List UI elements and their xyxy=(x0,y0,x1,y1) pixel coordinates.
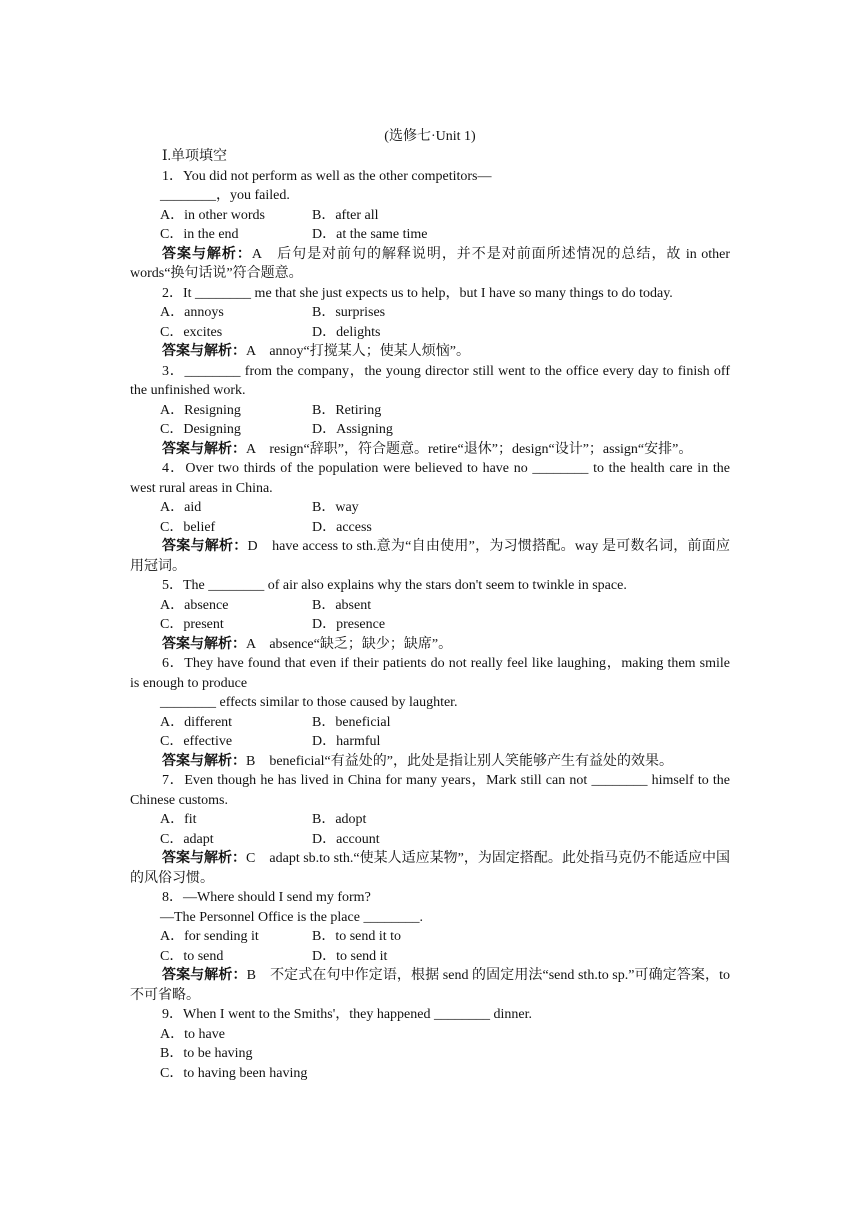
answer-option: B．absent xyxy=(312,597,372,613)
answer-option: C．in the end xyxy=(160,227,239,242)
answer-explanation xyxy=(130,752,730,772)
answer-option: A．for sending it xyxy=(160,929,259,944)
answer-option: A．Resigning xyxy=(160,402,241,418)
option-row xyxy=(130,518,730,538)
answer-explanation xyxy=(130,440,730,460)
answer-option: B．way xyxy=(312,500,359,515)
answer-option: B．to be having xyxy=(160,1046,253,1061)
option-row xyxy=(130,947,730,967)
answer-option: A．in other words xyxy=(160,207,265,223)
answer-explanation xyxy=(130,966,730,1005)
answer-text: A resign“辞职”，符合题意。retire“退休”；design“设计”；assign“安排”。 xyxy=(246,441,693,457)
answer-explanation xyxy=(130,245,730,284)
answer-label: 答案与解析： xyxy=(162,344,246,359)
answer-text: D have access to sth.意为“自由使用”，为习惯搭配。way 是可数名词，前面应用冠词。 xyxy=(130,539,730,574)
document-page xyxy=(130,127,730,1083)
question-stem-continued: ________，you failed. xyxy=(160,188,290,203)
question-stem: 8．—Where should I send my form? xyxy=(162,890,371,905)
answer-explanation xyxy=(130,342,730,362)
answer-label: 答案与解析： xyxy=(162,441,246,457)
answer-option: B．after all xyxy=(312,207,379,223)
answer-option: D．harmful xyxy=(312,734,381,749)
question-list xyxy=(130,167,730,1084)
answer-explanation xyxy=(130,849,730,888)
question-stem: 4．Over two thirds of the population were believed to have no ________ to the health care in the west rural areas in China. xyxy=(130,461,730,496)
option-row xyxy=(130,225,730,245)
answer-explanation xyxy=(130,635,730,655)
answer-option: D．access xyxy=(312,519,372,535)
answer-option: B．to send it to xyxy=(312,929,402,944)
option-row xyxy=(130,810,730,830)
answer-option: D．at the same time xyxy=(312,227,428,242)
question-stem: 5．The ________ of air also explains why the stars don't seem to twinkle in space. xyxy=(162,578,627,593)
answer-option: A．to have xyxy=(160,1026,225,1042)
option-row xyxy=(130,830,730,850)
option-row xyxy=(130,732,730,752)
answer-option: B．beneficial xyxy=(312,714,391,730)
question-stem: 1．You did not perform as well as the other competitors— xyxy=(162,168,492,184)
answer-option: C．to having been having xyxy=(160,1065,308,1081)
answer-label: 答案与解析： xyxy=(162,539,248,554)
answer-option: C．Designing xyxy=(160,422,241,437)
option-row xyxy=(130,420,730,440)
answer-option: D．Assigning xyxy=(312,422,393,437)
answer-option: C．belief xyxy=(160,519,216,535)
answer-option: C．present xyxy=(160,617,224,632)
answer-option: D．delights xyxy=(312,324,381,340)
page-title: (选修七·Unit 1) xyxy=(384,129,476,144)
answer-option: B．adopt xyxy=(312,812,367,827)
answer-option: A．fit xyxy=(160,812,197,827)
answer-option: B．surprises xyxy=(312,305,386,320)
question-stem-continued: —The Personnel Office is the place ________. xyxy=(160,909,423,925)
answer-label: 答案与解析： xyxy=(162,636,246,652)
answer-explanation xyxy=(130,537,730,576)
answer-option: C．excites xyxy=(160,324,223,340)
option-row xyxy=(130,927,730,947)
answer-option: C．effective xyxy=(160,734,233,749)
answer-text: C adapt sb.to sth.“使某人适应某物”，为固定搭配。此处指马克仍不能适应中国的风俗习惯。 xyxy=(130,851,731,886)
question-stem: 3．________ from the company，the young director still went to the office every day to finish off the unfinished work. xyxy=(130,363,730,398)
answer-option: D．to send it xyxy=(312,948,388,964)
answer-option: A．aid xyxy=(160,500,202,515)
answer-label: 答案与解析： xyxy=(162,246,252,262)
answer-option: C．adapt xyxy=(160,831,214,847)
answer-text: B 不定式在句中作定语，根据 send 的固定用法“send sth.to sp.”可确定答案，to 不可省略。 xyxy=(130,968,731,1003)
answer-text: B beneficial“有益处的”，此处是指让别人笑能够产生有益处的效果。 xyxy=(246,753,673,769)
question-stem: 9．When I went to the Smiths'，they happened ________ dinner. xyxy=(162,1007,532,1022)
answer-text: A absence“缺乏；缺少；缺席”。 xyxy=(246,636,453,652)
option-row xyxy=(130,206,730,226)
section-heading: Ⅰ.单项填空 xyxy=(162,149,228,164)
answer-option: B．Retiring xyxy=(312,402,382,418)
question-stem: 7．Even though he has lived in China for many years，Mark still can not ________ himself to the Chinese customs. xyxy=(130,773,730,808)
answer-text: A 后句是对前句的解释说明，并不是对前面所述情况的总结，故 in other words“换句话说”符合题意。 xyxy=(130,246,730,281)
option-row xyxy=(130,596,730,616)
question-stem-continued: ________ effects similar to those caused by laughter. xyxy=(160,695,458,710)
question-stem: 6．They have found that even if their patients do not really feel like laughing，making them smile is enough to produce xyxy=(130,656,730,691)
answer-option: A．absence xyxy=(160,597,229,613)
question-stem: 2．It ________ me that she just expects us to help，but I have so many things to do today. xyxy=(162,285,673,301)
option-row xyxy=(130,713,730,733)
option-row xyxy=(130,401,730,421)
answer-option: A．different xyxy=(160,714,233,730)
answer-label: 答案与解析： xyxy=(162,753,246,769)
option-row xyxy=(130,303,730,323)
option-row xyxy=(130,498,730,518)
option-row xyxy=(130,323,730,343)
answer-option: C．to send xyxy=(160,948,224,964)
answer-option: D．account xyxy=(312,831,380,847)
answer-text: A annoy“打搅某人；使某人烦恼”。 xyxy=(246,344,470,359)
answer-option: A．annoys xyxy=(160,305,224,320)
answer-option: D．presence xyxy=(312,617,386,632)
answer-label: 答案与解析： xyxy=(162,851,247,866)
option-row xyxy=(130,615,730,635)
answer-label: 答案与解析： xyxy=(162,968,247,983)
